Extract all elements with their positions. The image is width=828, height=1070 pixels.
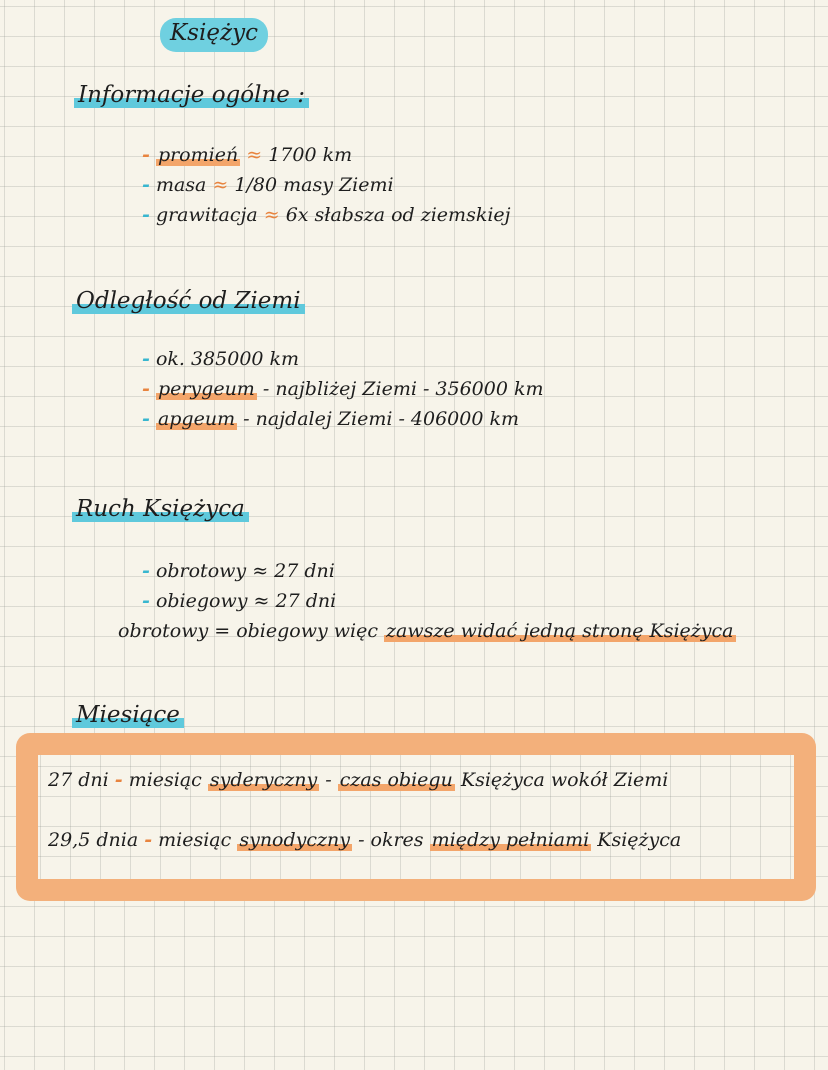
bullet-dash: - (142, 204, 150, 226)
bullet-dash: - (142, 174, 150, 196)
motion-conclusion: obrotowy = obiegowy więc zawsze widać jedną stronę Księżyca (118, 620, 734, 642)
months-box (16, 733, 816, 901)
list-item: - ok. 385000 km (142, 348, 300, 370)
bullet-dash: - (142, 408, 150, 430)
list-item: - apgeum - najdalej Ziemi - 406000 km (142, 408, 520, 430)
bullet-dash: - (142, 348, 150, 370)
list-item: - masa ≈ 1/80 masy Ziemi (142, 174, 394, 196)
months-box-inner (38, 755, 794, 879)
bullet-dash: - (142, 378, 150, 400)
bullet-dash: - (142, 560, 150, 582)
list-item: - obiegowy ≈ 27 dni (142, 590, 337, 612)
month-row: 27 dni - miesiąc syderyczny - czas obiegu Księżyca wokół Ziemi (48, 769, 669, 791)
month-row: 29,5 dnia - miesiąc synodyczny - okres między pełniami Księżyca (48, 829, 682, 851)
section-heading-months: Miesiące (72, 704, 184, 727)
list-item: - perygeum - najbliżej Ziemi - 356000 km (142, 378, 544, 400)
list-item: - obrotowy ≈ 27 dni (142, 560, 335, 582)
section-heading-motion: Ruch Księżyca (72, 498, 249, 521)
bullet-dash: - (142, 590, 150, 612)
bullet-dash: - (142, 144, 150, 166)
list-item: - promień ≈ 1700 km (142, 144, 353, 166)
page-title: Księżyc (160, 22, 268, 45)
section-heading-general: Informacje ogólne : (74, 84, 309, 107)
section-heading-distance: Odległość od Ziemi (72, 290, 305, 313)
list-item: - grawitacja ≈ 6x słabsza od ziemskiej (142, 204, 511, 226)
